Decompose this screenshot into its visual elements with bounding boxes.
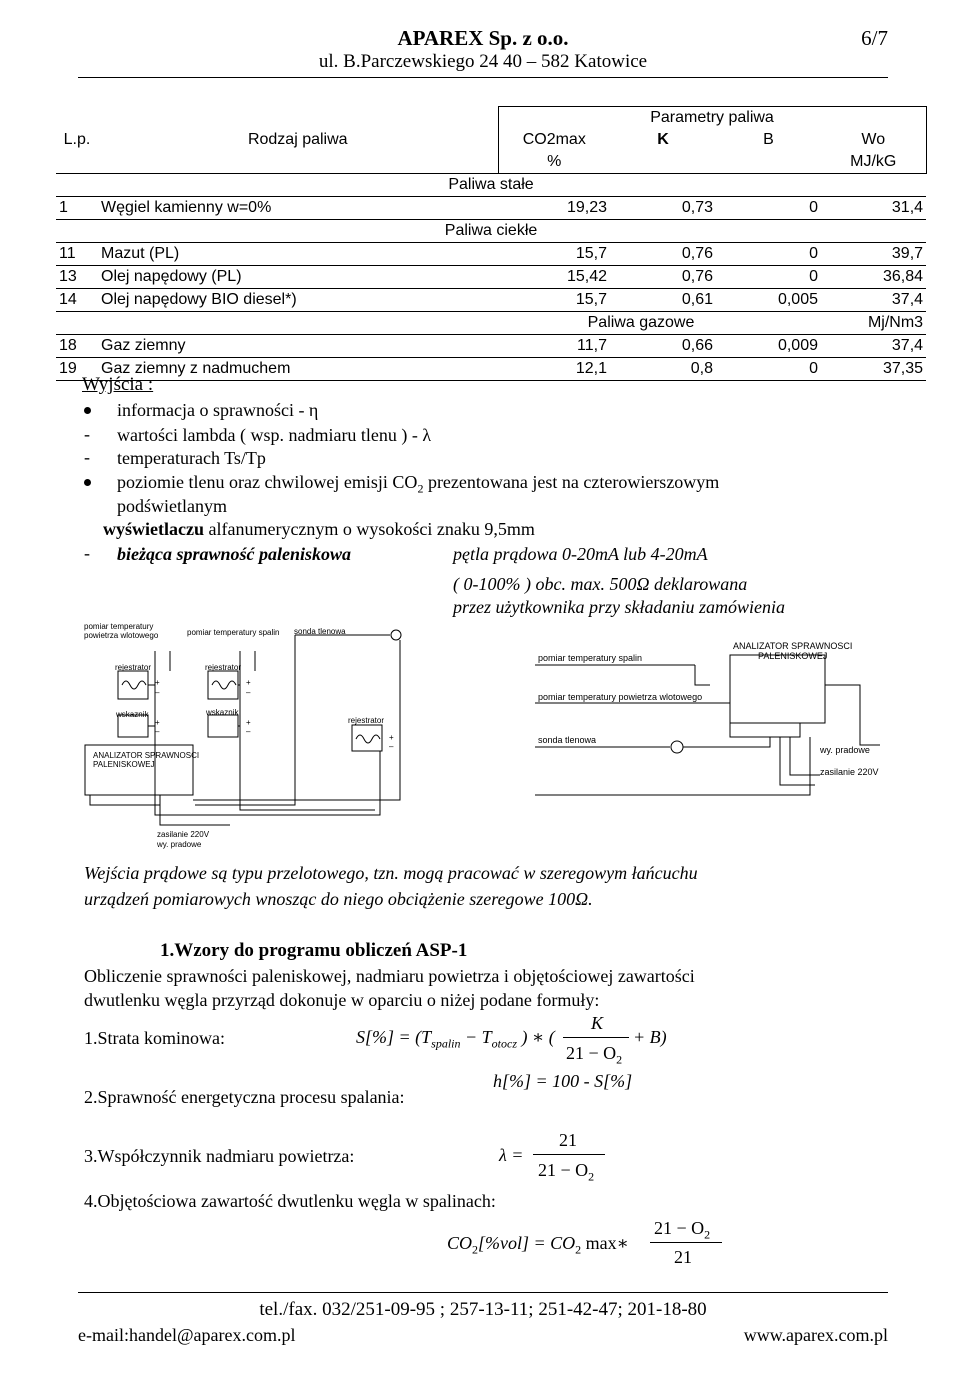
f3-den-sub: 2 xyxy=(588,1169,595,1184)
f4-num-sub: 2 xyxy=(704,1227,711,1242)
minus-sign: – xyxy=(246,688,251,697)
co2-subscript: 2 xyxy=(417,481,424,496)
minus-sign: – xyxy=(389,742,394,751)
output-display xyxy=(103,518,535,540)
output-backlit: podświetlanym xyxy=(117,496,227,516)
current-efficiency-label: bieżąca sprawność paleniskowa xyxy=(117,544,352,564)
cell-name: Olej napędowy BIO diesel*) xyxy=(98,289,498,312)
company-name: APAREX Sp. z o.o. xyxy=(397,26,569,50)
section-solid: Paliwa stałe xyxy=(56,174,926,197)
f1-after-text: ) ∗ ( xyxy=(517,1027,555,1047)
cell-k: 0,61 xyxy=(610,289,716,312)
current-loop-value: pętla prądowa 0-20mA lub 4-20mA xyxy=(453,544,708,564)
dash-icon: - xyxy=(84,424,90,444)
cell-k: 0,8 xyxy=(610,358,716,381)
dash-icon: - xyxy=(84,447,90,467)
f1-mid-text: − T xyxy=(460,1027,492,1047)
section-liquid: Paliwa ciekłe xyxy=(56,220,926,243)
group-header: Parametry paliwa xyxy=(498,107,926,130)
f3-den-text: 21 − O xyxy=(538,1160,589,1180)
table-row xyxy=(56,358,926,381)
unit-co2: % xyxy=(498,151,610,174)
minus-sign: – xyxy=(155,727,160,736)
current-loop-note: przez użytkownika przy składaniu zamówienia xyxy=(453,597,785,617)
label-probe: sonda tlenowa xyxy=(294,627,346,636)
unit-wo: MJ/kG xyxy=(821,151,926,174)
inputs-note-line1: Wejścia prądowe są typu przelotowego, tzn. mogą pracować w szeregowym łańcuchu xyxy=(84,863,698,883)
table-row xyxy=(56,243,926,266)
label-output: wy. pradowe xyxy=(157,840,202,849)
cell-co2: 19,23 xyxy=(498,197,610,220)
cell-co2: 12,1 xyxy=(498,358,610,381)
label-temp-flue: pomiar temperatury spalin xyxy=(187,628,280,637)
formula-4-denominator: 21 xyxy=(674,1247,692,1267)
cell-wo: 31,4 xyxy=(821,197,926,220)
f4-lhs-co: CO xyxy=(447,1233,473,1253)
label-indicator-1: wskaznik xyxy=(116,710,149,719)
formula-1-label: 1.Strata kominowa: xyxy=(84,1028,225,1048)
section-gas: Paliwa gazowe xyxy=(498,312,821,335)
cell-b: 0 xyxy=(716,243,821,266)
formulas-intro-line2: dwutlenku węgla przyrząd dokonuje w oparciu o niżej podane formuły: xyxy=(84,990,600,1010)
f4-sub-2: 2 xyxy=(575,1242,582,1257)
cell-lp: 19 xyxy=(56,358,98,381)
col-name-header: Rodzaj paliwa xyxy=(247,131,348,148)
cell-co2: 11,7 xyxy=(498,335,610,358)
table-row xyxy=(56,289,926,312)
output-lambda: wartości lambda ( wsp. nadmiaru tlenu ) - λ xyxy=(117,425,432,445)
cell-wo: 37,4 xyxy=(821,289,926,312)
display-rest: alfanumerycznym o wysokości znaku 9,5mm xyxy=(203,519,535,539)
label-recorder-3: rejestrator xyxy=(348,716,385,725)
output-temperatures: temperaturach Ts/Tp xyxy=(117,448,266,468)
col-k-header: K xyxy=(657,131,669,148)
cell-wo: 37,4 xyxy=(821,335,926,358)
formulas-intro-line1: Obliczenie sprawności paleniskowej, nadmiaru powietrza i objętościowej zawartości xyxy=(84,966,695,986)
table-units-row xyxy=(56,151,926,174)
cell-name: Olej napędowy (PL) xyxy=(98,266,498,289)
formula-4-lhs xyxy=(447,1233,629,1258)
output-oxygen-co2-text: poziomie tlenu oraz chwilowej emisji CO xyxy=(117,472,418,492)
table-row xyxy=(56,266,926,289)
inputs-note-line2: urządzeń pomiarowych wnosząc do niego obciążenie szeregowe 100Ω. xyxy=(84,889,593,909)
table-group-header-row xyxy=(56,107,926,130)
footer-website[interactable]: www.aparex.com.pl xyxy=(743,1325,888,1345)
cell-co2: 15,7 xyxy=(498,289,610,312)
formula-3-label: 3.Współczynnik nadmiaru powietrza: xyxy=(84,1146,355,1166)
label-temp-air: pomiar temperatury powietrza wlotowego xyxy=(84,622,159,640)
f1-lhs-text: S[%] = (T xyxy=(356,1027,432,1047)
label-power: zasilanie 220V xyxy=(157,830,210,839)
plus-sign: + xyxy=(246,678,251,687)
f4-lhs-max: max∗ xyxy=(581,1233,629,1253)
label-right-temp-flue: pomiar temperatury spalin xyxy=(538,653,643,663)
formula-4-label: 4.Objętościowa zawartość dwutlenku węgla w spalinach: xyxy=(84,1191,496,1211)
cell-wo: 39,7 xyxy=(821,243,926,266)
cell-b: 0,009 xyxy=(716,335,821,358)
col-lp-header: L.p. xyxy=(63,131,91,148)
label-right-power: zasilanie 220V xyxy=(820,767,879,777)
plus-sign: + xyxy=(155,718,160,727)
cell-wo: 37,35 xyxy=(821,358,926,381)
label-right-probe: sonda tlenowa xyxy=(538,735,597,745)
fuel-parameters-table xyxy=(56,106,927,381)
formula-3-denominator xyxy=(538,1160,594,1185)
cell-k: 0,76 xyxy=(610,266,716,289)
page-header xyxy=(78,22,888,78)
cell-name: Gaz ziemny xyxy=(98,335,498,358)
cell-co2: 15,42 xyxy=(498,266,610,289)
plus-sign: + xyxy=(246,718,251,727)
section-gas-unit: Mj/Nm3 xyxy=(821,312,926,335)
f4-num-text: 21 − O xyxy=(654,1218,705,1238)
formula-3-fraction-line xyxy=(533,1154,605,1155)
formula-4-fraction-line xyxy=(650,1242,722,1243)
formula-3-lhs: λ = xyxy=(499,1145,524,1165)
footer-phone: tel./fax. 032/251-09-95 ; 257-13-11; 251-42-47; 201-18-80 xyxy=(259,1299,707,1320)
display-bold: wyświetlaczu xyxy=(103,519,204,539)
label-indicator-2: wskaznik xyxy=(206,708,239,717)
cell-lp: 18 xyxy=(56,335,98,358)
cell-lp: 11 xyxy=(56,243,98,266)
col-co2-header: CO2max xyxy=(498,129,610,151)
table-row xyxy=(56,197,926,220)
cell-co2: 15,7 xyxy=(498,243,610,266)
page-number: 6/7 xyxy=(861,26,888,50)
f1-sub-spalin: spalin xyxy=(431,1036,461,1051)
formula-2: h[%] = 100 - S[%] xyxy=(493,1071,633,1091)
bullet-icon xyxy=(84,407,91,414)
formula-3-numerator: 21 xyxy=(559,1130,577,1150)
cell-wo: 36,84 xyxy=(821,266,926,289)
f1-den-text: 21 − O xyxy=(566,1043,617,1063)
section-row-gas xyxy=(56,312,926,335)
table-row xyxy=(56,335,926,358)
label-right-analyzer: ANALIZATOR SPRAWNOSCI PALENISKOWEJ xyxy=(733,641,853,661)
cell-name: Mazut (PL) xyxy=(98,243,498,266)
label-right-temp-air: pomiar temperatury powietrza wlotowego xyxy=(538,692,703,702)
cell-b: 0,005 xyxy=(716,289,821,312)
footer-email[interactable]: e-mail:handel@aparex.com.pl xyxy=(78,1325,296,1345)
label-recorder-2: rejestrator xyxy=(205,663,242,672)
col-b-header: B xyxy=(763,131,774,148)
cell-name: Węgiel kamienny w=0% xyxy=(98,197,498,220)
minus-sign: – xyxy=(246,727,251,736)
formula-1-fraction-line xyxy=(563,1037,629,1038)
f4-lhs-vol: [%vol] = CO xyxy=(478,1233,576,1253)
f1-sub-otocz: otocz xyxy=(491,1036,518,1051)
cell-k: 0,73 xyxy=(610,197,716,220)
outputs-heading: Wyjścia : xyxy=(82,374,154,395)
col-wo-header: Wo xyxy=(821,129,926,151)
dash-icon: - xyxy=(84,543,90,563)
f4-sub-1: 2 xyxy=(472,1242,479,1257)
cell-name: Gaz ziemny z nadmuchem xyxy=(98,358,498,381)
current-loop-range: ( 0-100% ) obc. max. 500Ω deklarowana xyxy=(453,574,748,594)
formula-1-denominator xyxy=(566,1043,622,1068)
formulas-title: 1.Wzory do programu obliczeń ASP-1 xyxy=(160,940,468,961)
section-row-solid xyxy=(56,174,926,197)
table-header-row xyxy=(56,129,926,151)
plus-sign: + xyxy=(155,678,160,687)
plus-sign: + xyxy=(389,733,394,742)
formula-1-end: + B) xyxy=(633,1027,667,1047)
company-address: ul. B.Parczewskiego 24 40 – 582 Katowice xyxy=(318,51,648,72)
cell-lp: 14 xyxy=(56,289,98,312)
label-recorder-1: rejestrator xyxy=(115,663,152,672)
formula-1-numerator: K xyxy=(591,1013,604,1033)
label-right-output: wy. pradowe xyxy=(820,745,870,755)
cell-b: 0 xyxy=(716,358,821,381)
cell-b: 0 xyxy=(716,266,821,289)
formula-4-numerator xyxy=(654,1218,710,1243)
section-row-liquid xyxy=(56,220,926,243)
formula-2-label: 2.Sprawność energetyczna procesu spalania: xyxy=(84,1087,405,1107)
cell-k: 0,76 xyxy=(610,243,716,266)
cell-lp: 13 xyxy=(56,266,98,289)
cell-b: 0 xyxy=(716,197,821,220)
output-oxygen-co2-text-2: prezentowana jest na czterowierszowym xyxy=(423,472,720,492)
cell-k: 0,66 xyxy=(610,335,716,358)
formula-1-lhs xyxy=(356,1027,555,1052)
cell-lp: 1 xyxy=(56,197,98,220)
f1-den-sub: 2 xyxy=(616,1052,623,1067)
output-efficiency: informacja o sprawności - η xyxy=(117,400,319,420)
wiring-diagram-left-svg xyxy=(80,615,480,855)
bullet-icon xyxy=(84,479,91,486)
minus-sign: – xyxy=(155,688,160,697)
page-footer xyxy=(78,1292,888,1345)
label-analyzer: ANALIZATOR SPRAWNOSCI PALENISKOWEJ xyxy=(93,751,200,769)
